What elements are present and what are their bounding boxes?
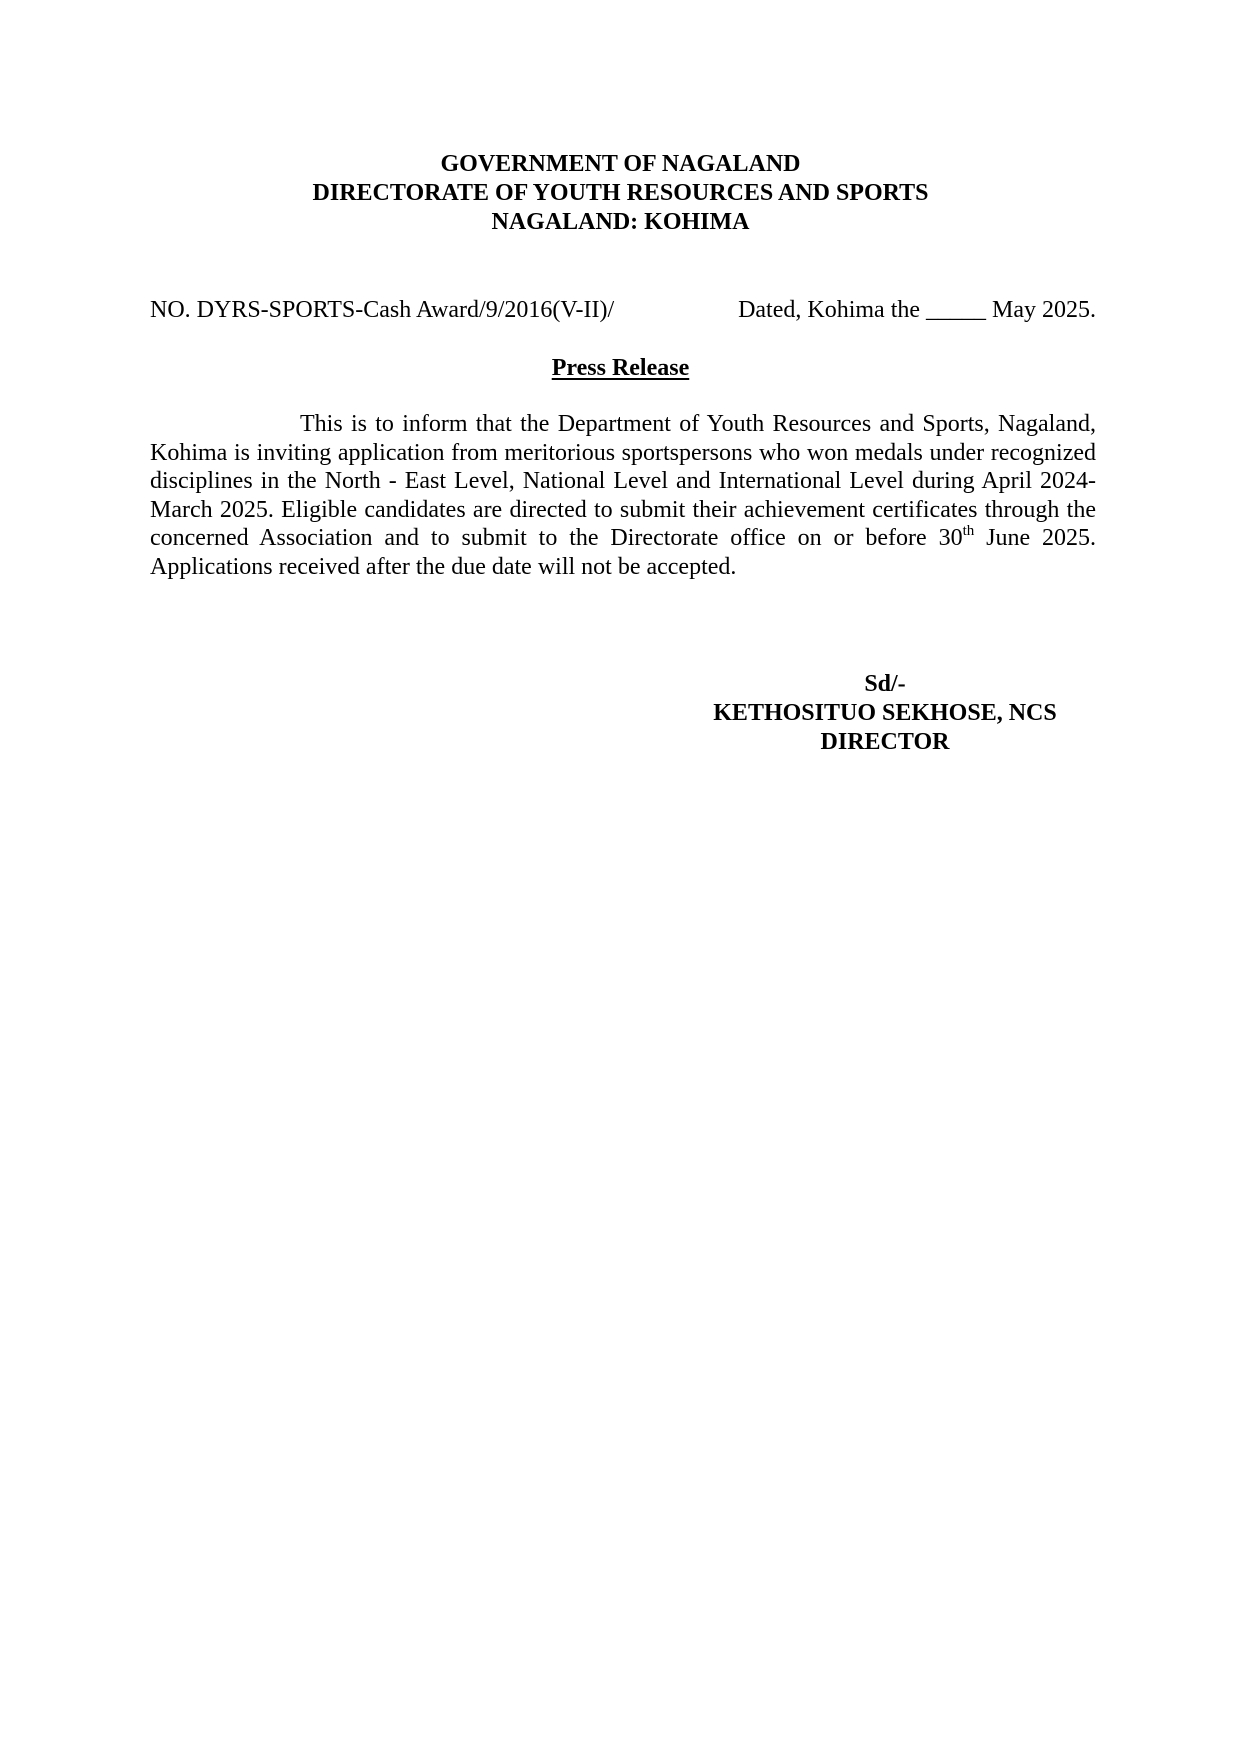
reference-number: NO. DYRS-SPORTS-Cash Award/9/2016(V-II)/ — [150, 297, 615, 323]
letterhead — [0, 150, 1241, 237]
body-text-part1: This is to inform that the Department of Youth Resources and Sports, Nagaland, Kohima is inviting application from meritorious sportspersons who won medals under recognized disciplines in the North - East Level, National Level and International Level during April 2024-March 2025. Eligible candidates are directed to submit their achievement certificates through the concerned Association and to submit to the Directorate office on or before 30 — [150, 411, 1096, 552]
body-text-part2: June 2025. Applications received after the due date will not be accepted. — [150, 525, 1097, 580]
press-release-body — [150, 410, 1096, 582]
letterhead-location: NAGALAND: KOHIMA — [491, 209, 750, 235]
signature-sd: Sd/- — [864, 671, 906, 697]
signature-block — [680, 670, 1090, 757]
reference-date: Dated, Kohima the _____ May 2025. — [738, 297, 1096, 323]
letterhead-government: GOVERNMENT OF NAGALAND — [440, 151, 801, 177]
press-release-title — [0, 354, 1241, 383]
letterhead-directorate: DIRECTORATE OF YOUTH RESOURCES AND SPORTS — [312, 180, 929, 206]
signatory-designation: DIRECTOR — [820, 729, 950, 755]
signatory-name: KETHOSITUO SEKHOSE, NCS — [713, 700, 1057, 726]
press-release-heading: Press Release — [551, 355, 690, 381]
date-ordinal-superscript: th — [962, 523, 975, 540]
